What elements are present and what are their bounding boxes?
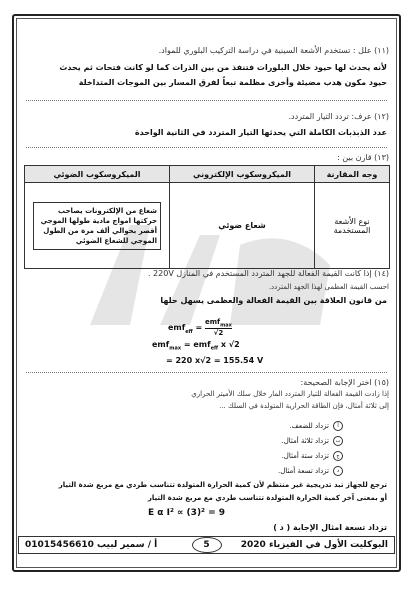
option-radio[interactable]: د — [333, 466, 343, 476]
table-header: وجه المقارنة — [315, 166, 390, 183]
booklet-title: البوكليت الأول في الفيزياء 2020 — [240, 540, 388, 550]
q11-answer-line2: حيود مكون هدب مضيئة وأخرى مظلمة تبعاً لفرق المسار بين الموجات المتداخلة — [78, 78, 387, 87]
optical-answer-box: شعاع من الإلكترونات يصاحب حركتها امواج مادية طولها الموجي أقصر بحوالي ألف مرة من الطول الموجي للشعاع الضوئي — [33, 202, 161, 250]
formula-result: = 220 x√2 = 155.54 V — [166, 356, 264, 365]
option-a[interactable] — [289, 421, 343, 431]
option-c[interactable] — [282, 451, 343, 461]
page-number: 5 — [192, 537, 222, 553]
option-radio[interactable]: ب — [333, 436, 343, 446]
divider-dots — [26, 372, 387, 373]
teacher-contact: أ / سمير لبيب 01015456610 — [25, 540, 158, 550]
q15-stem-line1: إذا زادت القيمة الفعالة للتيار المتردد المار خلال سلك الأميتر الحراري — [191, 390, 389, 398]
q14-question-line1: (١٤) إذا كانت القيمة الفعالة للجهد المتردد المستخدم في المنازل 220V . — [147, 269, 389, 278]
q15-question: (١٥) اختر الإجابة الصحيحة: — [300, 378, 389, 387]
option-b[interactable] — [281, 436, 343, 446]
table-header: الميكروسكوب الإلكتروني — [170, 166, 315, 183]
q12-question: (١٢) عرف: تردد التيار المتردد. — [288, 112, 389, 121]
q15-formula: E α I² ∝ (3)² = 9 — [148, 508, 226, 518]
comparison-table — [24, 165, 390, 269]
q14-answer: من قانون العلاقة بين القيمة الفعالة والعظمى يسهل حلها — [160, 296, 387, 305]
q14-question-line2: احسب القيمة العظمى لهذا الجهد المتردد. — [268, 283, 389, 291]
row-label: نوع الأشعة المستخدمة — [315, 183, 390, 269]
q15-final-answer: تزداد تسعة امثال الإجابة ( د ) — [273, 523, 387, 532]
table-header: الميكروسكوب الضوئي — [25, 166, 170, 183]
option-radio[interactable]: ج — [333, 451, 343, 461]
optical-cell — [25, 183, 170, 269]
divider-dots — [26, 147, 387, 148]
option-radio[interactable]: أ — [333, 421, 343, 431]
option-text: تزداد ستة أمثال. — [281, 452, 329, 460]
q15-explain-line2: أو بمعنى آخر كمية الحرارة المتولدة تتناسب طردي مع مربع شدة التيار — [147, 494, 387, 502]
formula-emf-eff: emf$_{eff}$ = emf$_{max}$ √2 — [168, 318, 232, 338]
option-text: تزداد للضعف. — [289, 422, 329, 430]
footer — [18, 536, 395, 554]
q11-answer-line1: لأنه يحدث لها حيود خلال البلورات فتنفذ من بين الذرات كما لو كانت فتحات ثم يحدث — [59, 63, 387, 72]
option-d[interactable] — [278, 466, 343, 476]
option-text: تزداد تسعة أمثال. — [277, 467, 329, 475]
q12-answer: عدد الذبذبات الكاملة التي يحدثها التيار المتردد في الثانية الواحدة — [134, 128, 387, 137]
q13-question: (١٣) قارن بين : — [337, 153, 389, 162]
option-text: تزداد ثلاثة أمثال. — [281, 437, 329, 445]
divider-dots — [26, 100, 387, 101]
q15-explain-line1: ترجع للجهاز تبد تدريجية غير منتظم لأن كمية الحرارة المتولدة تتناسب طردي مع مربع شدة التيار — [58, 481, 387, 489]
formula-emf-max: emf$_{max}$ = emf$_{eff}$ x √2 — [152, 340, 240, 352]
q11-question: (١١) علل : تستخدم الأشعة السينية في دراسة التركيب البلوري للمواد. — [158, 46, 389, 55]
electron-cell: شعاع ضوئي — [170, 183, 315, 269]
q15-stem-line2: إلى ثلاثة أمثال، فإن الطاقة الحرارية المتولدة في السلك ... — [219, 402, 389, 410]
